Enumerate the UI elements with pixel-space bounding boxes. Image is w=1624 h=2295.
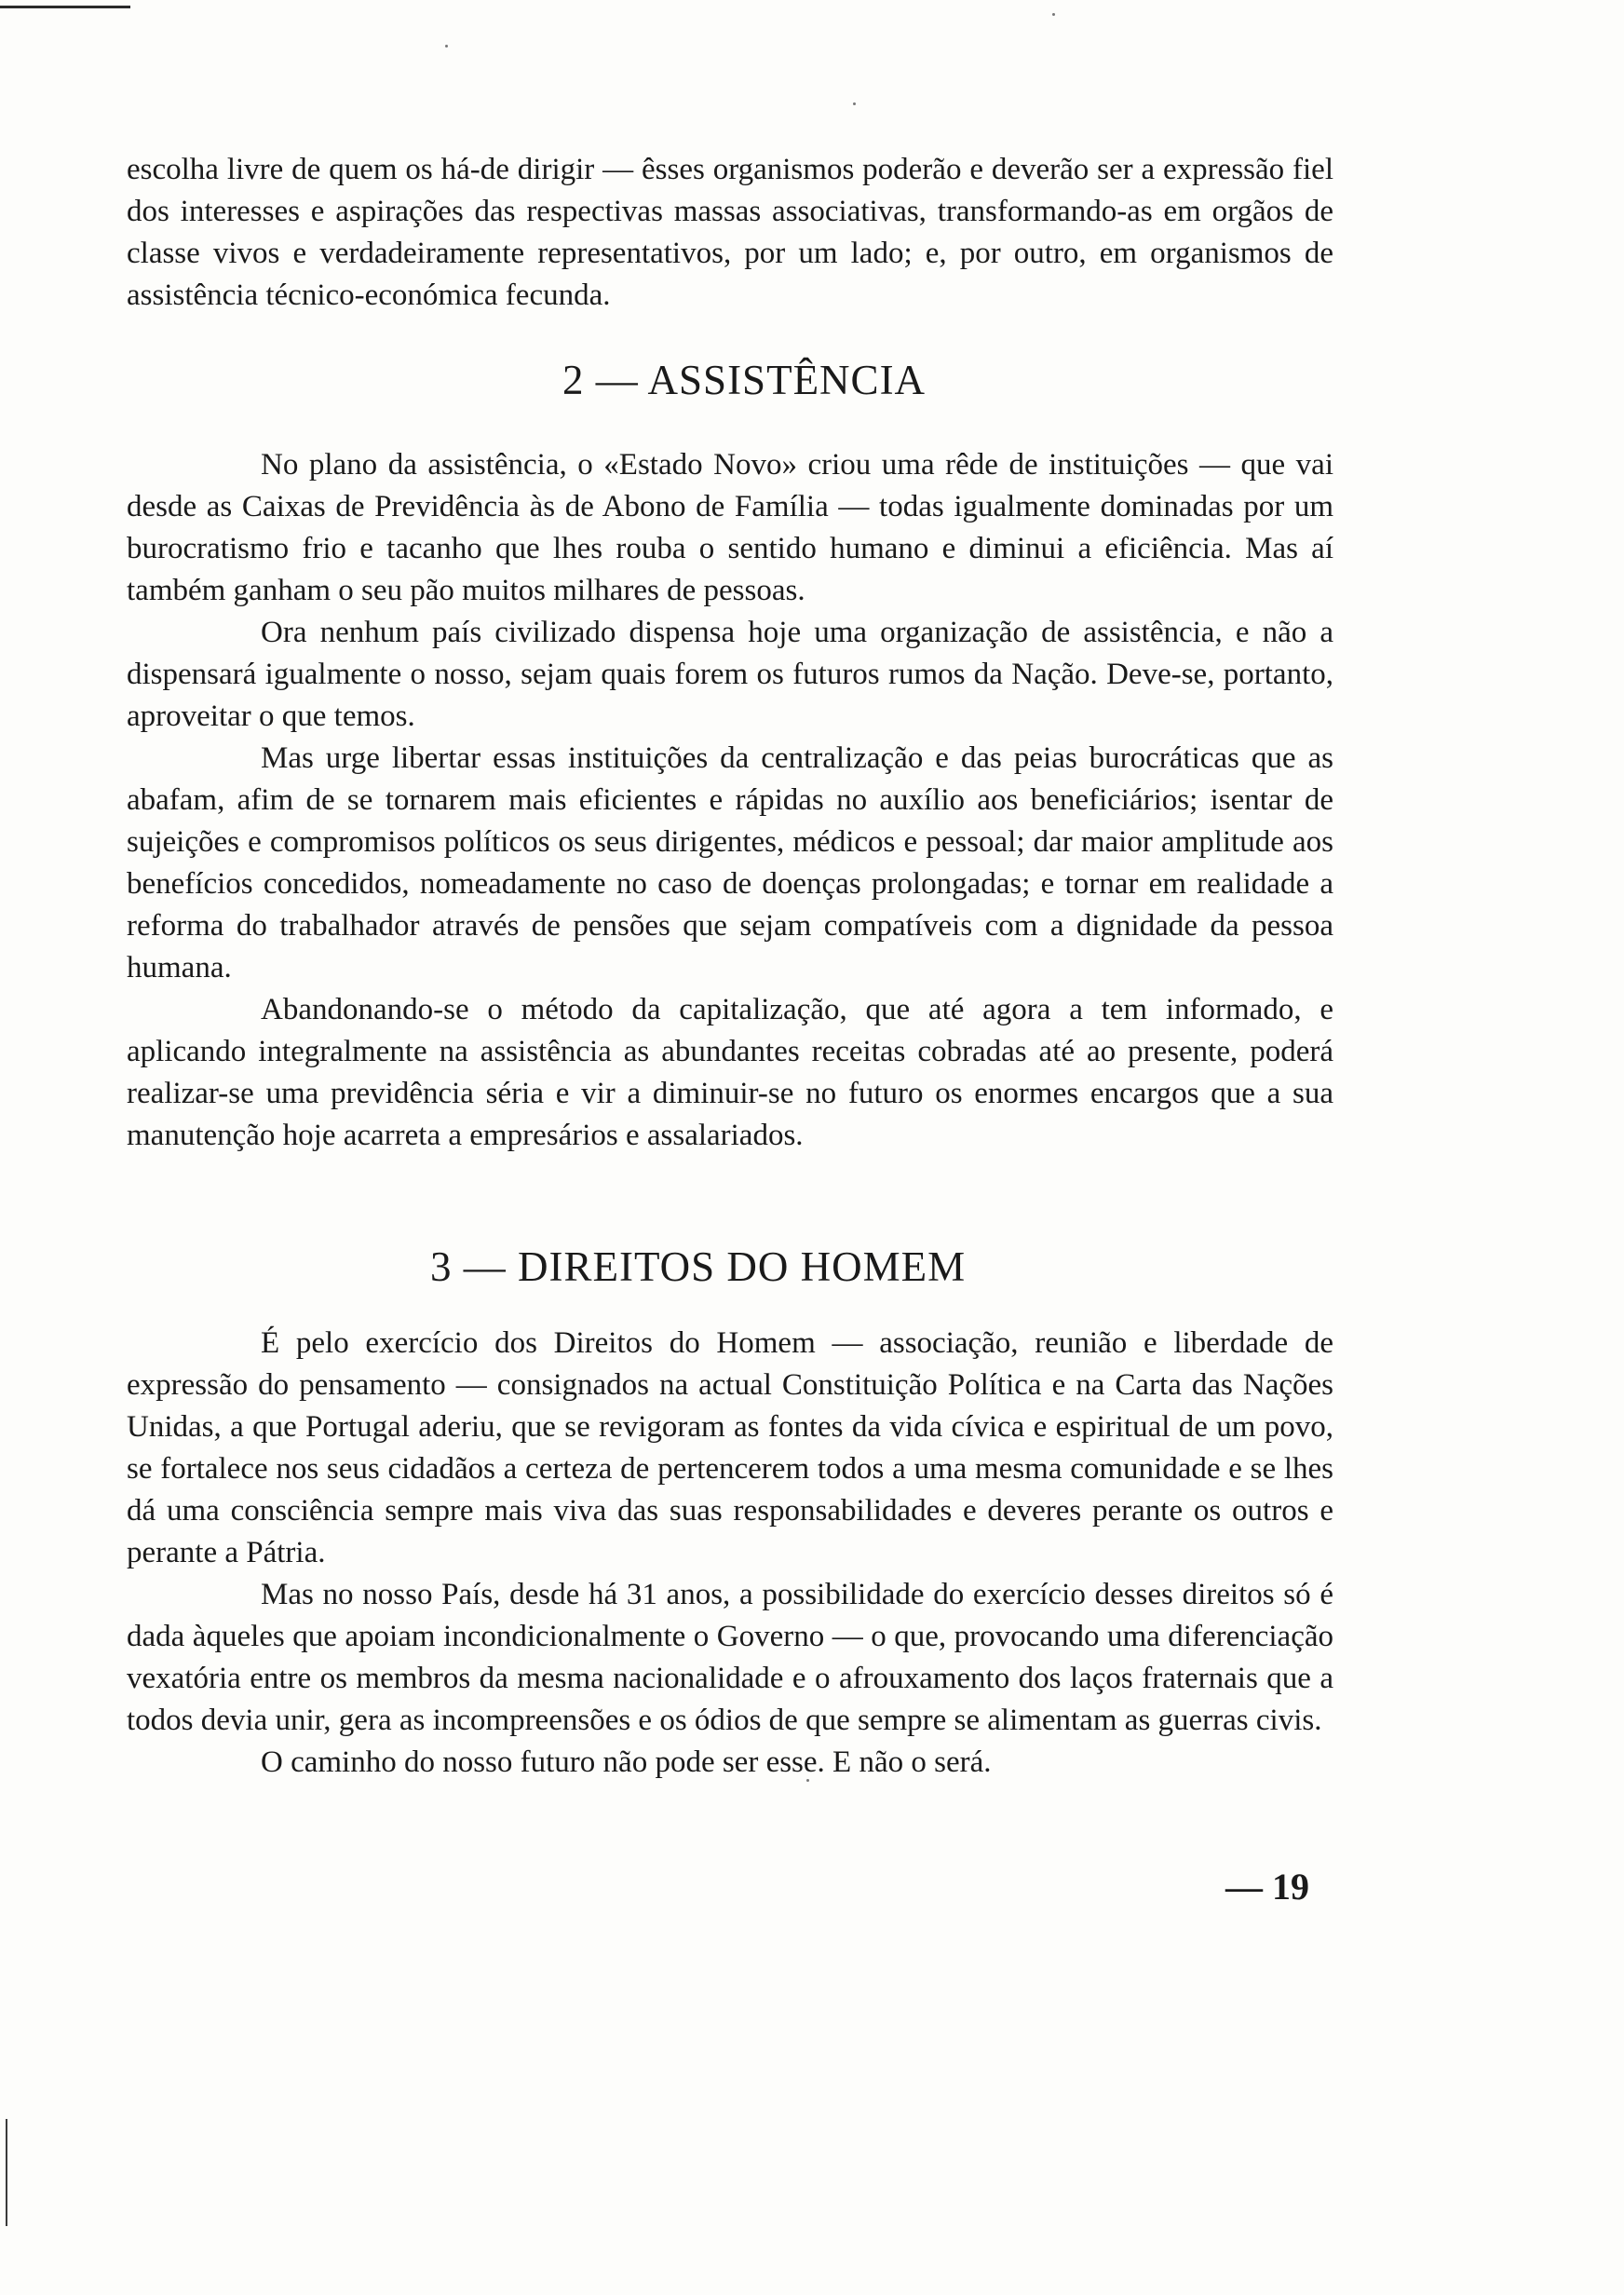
scan-speck	[853, 102, 856, 105]
scan-speck	[1052, 13, 1055, 16]
section-2-paragraph-2: Ora nenhum país civilizado dispensa hoje uma organização de assistência, e não a dispensará igualmente o nosso, sejam quais forem os futuros rumos da Nação. Deve-se, portanto, aproveitar o que temos.	[127, 616, 1333, 733]
page-number: — 19	[1225, 1866, 1309, 1908]
section-3-paragraph-2: Mas no nosso País, desde há 31 anos, a possibilidade do exercício desses direitos só é dada àqueles que apoiam incondicionalmente o Governo — o que, provocando uma diferenciação vexatória entre os membros da mesma nacionalidade e o afrouxamento dos laços fraternais que a todos devia unir, gera as incompreensões e os ódios de que sempre se alimentam as guerras civis.	[127, 1578, 1333, 1737]
section-2-body	[127, 444, 1333, 1157]
section-3-heading: 3 — DIREITOS DO HOMEM	[430, 1243, 967, 1290]
scan-corner-mark	[0, 6, 130, 8]
section-3-body	[127, 1323, 1333, 1784]
scan-margin-line	[6, 2119, 7, 2226]
section-2-paragraph-3: Mas urge libertar essas instituições da centralização e das peias burocráticas que as abafam, afim de se tornarem mais eficientes e rápidas no auxílio aos beneficiários; isentar de sujeições e compromisos políticos os seus dirigentes, médicos e pessoal; dar maior amplitude aos benefícios concedidos, nomeadamente no caso de doenças prolongadas; e tornar em realidade a reforma do trabalhador através de pensões que sejam compatíveis com a dignidade da pessoa humana.	[127, 741, 1333, 985]
section-2-paragraph-4: Abandonando-se o método da capitalização, que até agora a tem informado, e aplicando integralmente na assistência as abundantes receitas cobradas até ao presente, poderá realizar-se uma previdência séria e vir a diminuir-se no futuro os enormes encargos que a sua manutenção hoje acarreta a empresários e assalariados.	[127, 993, 1333, 1152]
opening-text	[127, 149, 1333, 317]
section-3-paragraph-1: É pelo exercício dos Direitos do Homem — associação, reunião e liberdade de expressão do pensamento — consignados na actual Constituição Política e na Carta das Nações Unidas, a que Portugal aderiu, que se revigoram as fontes da vida cívica e espiritual de um povo, se fortalece nos seus cidadãos a certeza de pertencerem todos a uma mesma comunidade e se lhes dá uma consciência sempre mais viva das suas responsabilidades e deveres perante os outros e perante a Pátria.	[127, 1326, 1333, 1569]
section-2-paragraph-1: No plano da assistência, o «Estado Novo» criou uma rêde de instituições — que vai desde as Caixas de Previdência às de Abono de Família — todas igualmente dominadas por um burocratismo frio e tacanho que lhes rouba o sentido humano e diminui a eficiência. Mas aí também ganham o seu pão muitos milhares de pessoas.	[127, 448, 1333, 607]
scan-speck	[445, 45, 448, 48]
opening-paragraph: escolha livre de quem os há-de dirigir — êsses organismos poderão e deverão ser a expressão fiel dos interesses e aspirações das respectivas massas associativas, transformando-as em orgãos de classe vivos e verdadeiramente representativos, por um lado; e, por outro, em organismos de assistência técnico-económica fecunda.	[127, 153, 1333, 312]
section-3-paragraph-3: O caminho do nosso futuro não pode ser esse. E não o será.	[261, 1745, 992, 1779]
section-2-heading: 2 — ASSISTÊNCIA	[562, 357, 927, 403]
